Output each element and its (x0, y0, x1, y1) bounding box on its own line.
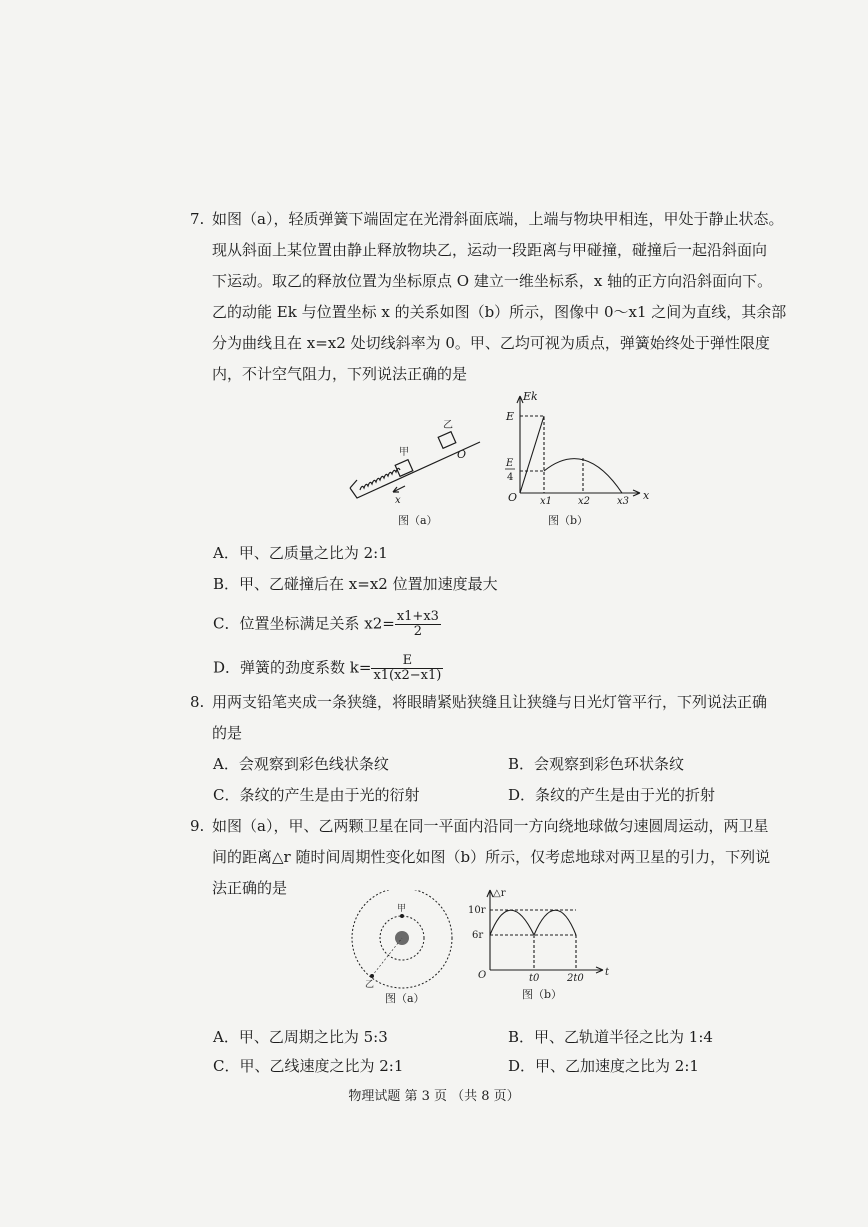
q7-option-c-fraction (395, 610, 441, 639)
q7-option-d-den: x1(x2−x1) (373, 668, 442, 683)
q8-option-a[interactable]: A．会观察到彩色线状条纹 (213, 755, 389, 773)
q7-option-c-prefix: C．位置坐标满足关系 x2= (213, 614, 395, 633)
q8-option-b[interactable]: B．会观察到彩色环状条纹 (508, 755, 685, 773)
label-yi: 乙 (365, 980, 375, 990)
q8-line-2: 的是 (212, 724, 243, 742)
q7-figure-a (345, 410, 485, 505)
q9-figure-a (345, 890, 455, 990)
y-axis-label: △r (493, 888, 506, 899)
spring-icon (360, 468, 400, 490)
q9-option-c[interactable]: C．甲、乙线速度之比为 2:1 (213, 1057, 404, 1075)
origin-label: O (478, 970, 487, 981)
q7-number: 7. (190, 210, 205, 228)
label-yi: 乙 (443, 420, 453, 431)
q7-option-d-prefix: D．弹簧的劲度系数 k= (213, 658, 372, 677)
y-axis-label: Ek (523, 390, 538, 403)
tick-2t0: 2t0 (567, 973, 584, 982)
q9-option-a[interactable]: A．甲、乙周期之比为 5:3 (213, 1028, 388, 1046)
tick-x3: x3 (617, 496, 630, 507)
label-origin: O (457, 448, 467, 461)
q9-fig-a-caption: 图（a） (385, 992, 425, 1005)
tick-10r: 10r (468, 905, 486, 916)
x-axis-label: x (643, 489, 650, 502)
tick-x1: x1 (540, 496, 553, 507)
q9-line-2: 间的距离△r 随时间周期性变化如图（b）所示，仅考虑地球对两卫星的引力，下列说 (212, 848, 771, 866)
q9-fig-b-caption: 图（b） (522, 988, 563, 1001)
label-jia: 甲 (399, 447, 409, 458)
distance-curve (490, 910, 576, 935)
q7-option-c-den: 2 (413, 624, 423, 639)
label-jia: 甲 (397, 904, 407, 914)
label-x: x (395, 495, 401, 505)
q9-figure-b (468, 882, 613, 982)
q7-option-c-num: x1+x3 (396, 609, 439, 624)
q8-option-c[interactable]: C．条纹的产生是由于光的衍射 (213, 786, 420, 804)
q8-option-d[interactable]: D．条纹的产生是由于光的折射 (508, 786, 716, 804)
tick-x2: x2 (578, 496, 591, 507)
q7-line-1: 如图（a），轻质弹簧下端固定在光滑斜面底端，上端与物块甲相连，甲处于静止状态。 (212, 210, 784, 228)
q7-fig-a-caption: 图（a） (398, 514, 438, 527)
q7-option-d[interactable] (213, 654, 443, 683)
q9-option-b[interactable]: B．甲、乙轨道半径之比为 1:4 (508, 1028, 713, 1046)
q8-line-1: 用两支铅笔夹成一条狭缝，将眼睛紧贴狭缝且让狭缝与日光灯管平行，下列说法正确 (212, 693, 768, 711)
q7-option-d-fraction (371, 654, 443, 683)
tick-6r: 6r (472, 930, 484, 941)
q8-number: 8. (190, 693, 205, 711)
line-segment (520, 416, 544, 493)
q7-fig-b-caption: 图（b） (548, 514, 589, 527)
q7-option-b[interactable]: B．甲、乙碰撞后在 x=x2 位置加速度最大 (213, 575, 498, 593)
page-footer: 物理试题 第 3 页 （共 8 页） (348, 1089, 520, 1104)
satellite-jia (400, 914, 404, 918)
q9-line-3: 法正确的是 (212, 879, 288, 897)
q7-figure-b (500, 388, 650, 508)
q7-line-6: 内，不计空气阻力，下列说法正确的是 (212, 365, 468, 383)
q9-number: 9. (190, 817, 205, 835)
tick-E: E (506, 410, 515, 423)
q7-line-3: 下运动。取乙的释放位置为坐标原点 O 建立一维坐标系，x 轴的正方向沿斜面向下。 (212, 272, 773, 290)
q9-option-d[interactable]: D．甲、乙加速度之比为 2:1 (508, 1057, 699, 1075)
tick-E4-den: 4 (507, 472, 514, 483)
origin-label: O (508, 491, 518, 504)
q9-line-1: 如图（a），甲、乙两颗卫星在同一平面内沿同一方向绕地球做匀速圆周运动，两卫星 (212, 817, 769, 835)
x-axis-label: t (605, 967, 610, 978)
tick-E4-num: E (506, 458, 514, 469)
q7-line-2: 现从斜面上某位置由静止释放物块乙，运动一段距离与甲碰撞，碰撞后一起沿斜面向 (212, 241, 768, 259)
q7-line-4: 乙的动能 Ek 与位置坐标 x 的关系如图（b）所示，图像中 0～x1 之间为直线，其余部 (212, 303, 787, 321)
q7-option-c[interactable] (213, 610, 441, 639)
block-yi (438, 432, 456, 449)
incline-wall (350, 480, 357, 488)
q7-option-d-num: E (371, 654, 443, 669)
q7-option-a[interactable]: A．甲、乙质量之比为 2:1 (213, 544, 388, 562)
tick-t0: t0 (529, 973, 540, 982)
q7-line-5: 分为曲线且在 x=x2 处切线斜率为 0。甲、乙均可视为质点，弹簧始终处于弹性限度 (212, 334, 770, 352)
